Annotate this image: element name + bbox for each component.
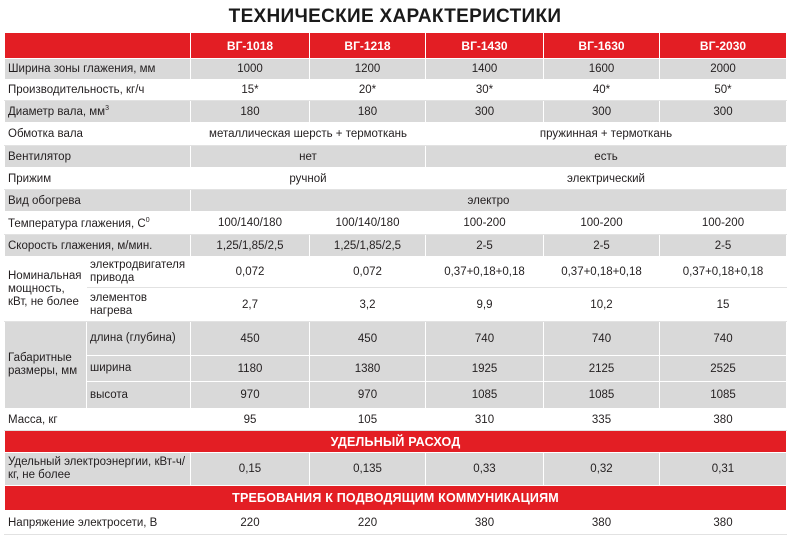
cell-value: 220 [191, 511, 310, 535]
group-label: Габаритные размеры, мм [5, 322, 87, 409]
cell-value: 0,31 [660, 453, 787, 486]
cell-value: 50* [660, 80, 787, 101]
cell-value: 220 [310, 511, 426, 535]
cell-value: 0,32 [544, 453, 660, 486]
cell-value: 40* [544, 80, 660, 101]
section-header-row [5, 431, 787, 453]
cell-value: 180 [191, 101, 310, 123]
cell-value: 0,33 [426, 453, 544, 486]
cell-value: 300 [426, 101, 544, 123]
row-label: Прижим [5, 168, 191, 190]
sub-label: электродвигателя привода [87, 257, 191, 288]
cell-value: 15 [660, 288, 787, 322]
header-empty-cell [5, 33, 191, 59]
spec-table [4, 32, 787, 535]
cell-value: 1600 [544, 59, 660, 80]
cell-value: 380 [660, 511, 787, 535]
cell-value: 450 [191, 322, 310, 356]
table-row [5, 382, 787, 409]
table-row [5, 511, 787, 535]
cell-value: 310 [426, 409, 544, 431]
cell-value: 2-5 [660, 235, 787, 257]
cell-value: 2-5 [544, 235, 660, 257]
group-label: Номинальная мощность, кВт, не более [5, 257, 87, 322]
group-value: электрический [426, 168, 787, 190]
table-header-row [5, 33, 787, 59]
table-row [5, 288, 787, 322]
cell-value: 0,072 [310, 257, 426, 288]
group-value: ручной [191, 168, 426, 190]
cell-value: 1085 [660, 382, 787, 409]
row-label: Ширина зоны глажения, мм [5, 59, 191, 80]
row-label [5, 212, 191, 235]
cell-value: 2-5 [426, 235, 544, 257]
table-row [5, 123, 787, 146]
cell-value: 2125 [544, 356, 660, 382]
section-title: ТРЕБОВАНИЯ К ПОДВОДЯЩИМ КОММУНИКАЦИЯМ [5, 486, 787, 511]
cell-value: 30* [426, 80, 544, 101]
cell-value: 380 [544, 511, 660, 535]
cell-value: 1400 [426, 59, 544, 80]
cell-value: 1925 [426, 356, 544, 382]
table-row [5, 59, 787, 80]
model-header: ВГ-1018 [191, 33, 310, 59]
cell-value: 740 [660, 322, 787, 356]
page-title: ТЕХНИЧЕСКИЕ ХАРАКТЕРИСТИКИ [228, 6, 562, 27]
cell-value: 10,2 [544, 288, 660, 322]
model-header: ВГ-1430 [426, 33, 544, 59]
cell-value: 740 [426, 322, 544, 356]
table-row [5, 80, 787, 101]
sub-label: элементов нагрева [87, 288, 191, 322]
cell-value: 0,37+0,18+0,18 [544, 257, 660, 288]
row-label: Обмотка вала [5, 123, 191, 146]
cell-value: 380 [660, 409, 787, 431]
cell-value: 0,37+0,18+0,18 [426, 257, 544, 288]
table-row [5, 322, 787, 356]
group-value: пружинная + термоткань [426, 123, 787, 146]
cell-value: 2525 [660, 356, 787, 382]
sub-label: высота [87, 382, 191, 409]
cell-value: 100-200 [426, 212, 544, 235]
cell-value: 100-200 [544, 212, 660, 235]
table-row [5, 101, 787, 123]
cell-value: 1200 [310, 59, 426, 80]
cell-value: 0,37+0,18+0,18 [660, 257, 787, 288]
cell-value: 1,25/1,85/2,5 [310, 235, 426, 257]
cell-value: 0,135 [310, 453, 426, 486]
cell-value: 100-200 [660, 212, 787, 235]
row-label-text: Температура глажения, С [8, 217, 146, 230]
model-header: ВГ-1218 [310, 33, 426, 59]
model-header: ВГ-2030 [660, 33, 787, 59]
table-row [5, 409, 787, 431]
cell-value: 2000 [660, 59, 787, 80]
table-row [5, 212, 787, 235]
cell-value: 15* [191, 80, 310, 101]
cell-value: 95 [191, 409, 310, 431]
table-row [5, 146, 787, 168]
row-label [5, 101, 191, 123]
row-label: Вентилятор [5, 146, 191, 168]
table-row [5, 356, 787, 382]
cell-value: 100/140/180 [310, 212, 426, 235]
cell-value: 740 [544, 322, 660, 356]
cell-value: 300 [544, 101, 660, 123]
sub-label: длина (глубина) [87, 322, 191, 356]
cell-value: 3,2 [310, 288, 426, 322]
group-value: нет [191, 146, 426, 168]
table-row [5, 235, 787, 257]
cell-value: 2,7 [191, 288, 310, 322]
cell-value: 335 [544, 409, 660, 431]
cell-value: 100/140/180 [191, 212, 310, 235]
cell-value: 1085 [426, 382, 544, 409]
row-label: Вид обогрева [5, 190, 191, 212]
table-row [5, 168, 787, 190]
cell-value: 970 [191, 382, 310, 409]
model-header: ВГ-1630 [544, 33, 660, 59]
cell-value: 20* [310, 80, 426, 101]
section-header-row [5, 486, 787, 511]
cell-value: 180 [310, 101, 426, 123]
section-title: УДЕЛЬНЫЙ РАСХОД [5, 431, 787, 453]
cell-value: 300 [660, 101, 787, 123]
row-label: Производительность, кг/ч [5, 80, 191, 101]
cell-value: 380 [426, 511, 544, 535]
table-row [5, 453, 787, 486]
cell-value: 1000 [191, 59, 310, 80]
table-row [5, 190, 787, 212]
cell-value: 1085 [544, 382, 660, 409]
cell-value: 9,9 [426, 288, 544, 322]
table-row [5, 257, 787, 288]
group-value: электро [191, 190, 787, 212]
cell-value: 0,15 [191, 453, 310, 486]
label-superscript: 0 [145, 216, 150, 224]
row-label: Напряжение электросети, В [5, 511, 191, 535]
group-value: есть [426, 146, 787, 168]
row-label-text: Диаметр вала, мм [8, 105, 106, 118]
cell-value: 1180 [191, 356, 310, 382]
cell-value: 970 [310, 382, 426, 409]
cell-value: 1380 [310, 356, 426, 382]
group-value: металлическая шерсть + термоткань [191, 123, 426, 146]
cell-value: 105 [310, 409, 426, 431]
row-label: Масса, кг [5, 409, 191, 431]
cell-value: 1,25/1,85/2,5 [191, 235, 310, 257]
cell-value: 0,072 [191, 257, 310, 288]
row-label: Скорость глажения, м/мин. [5, 235, 191, 257]
cell-value: 450 [310, 322, 426, 356]
row-label: Удельный электроэнергии, кВт-ч/кг, не более [5, 453, 191, 486]
label-superscript: 3 [105, 105, 109, 113]
sub-label: ширина [87, 356, 191, 382]
